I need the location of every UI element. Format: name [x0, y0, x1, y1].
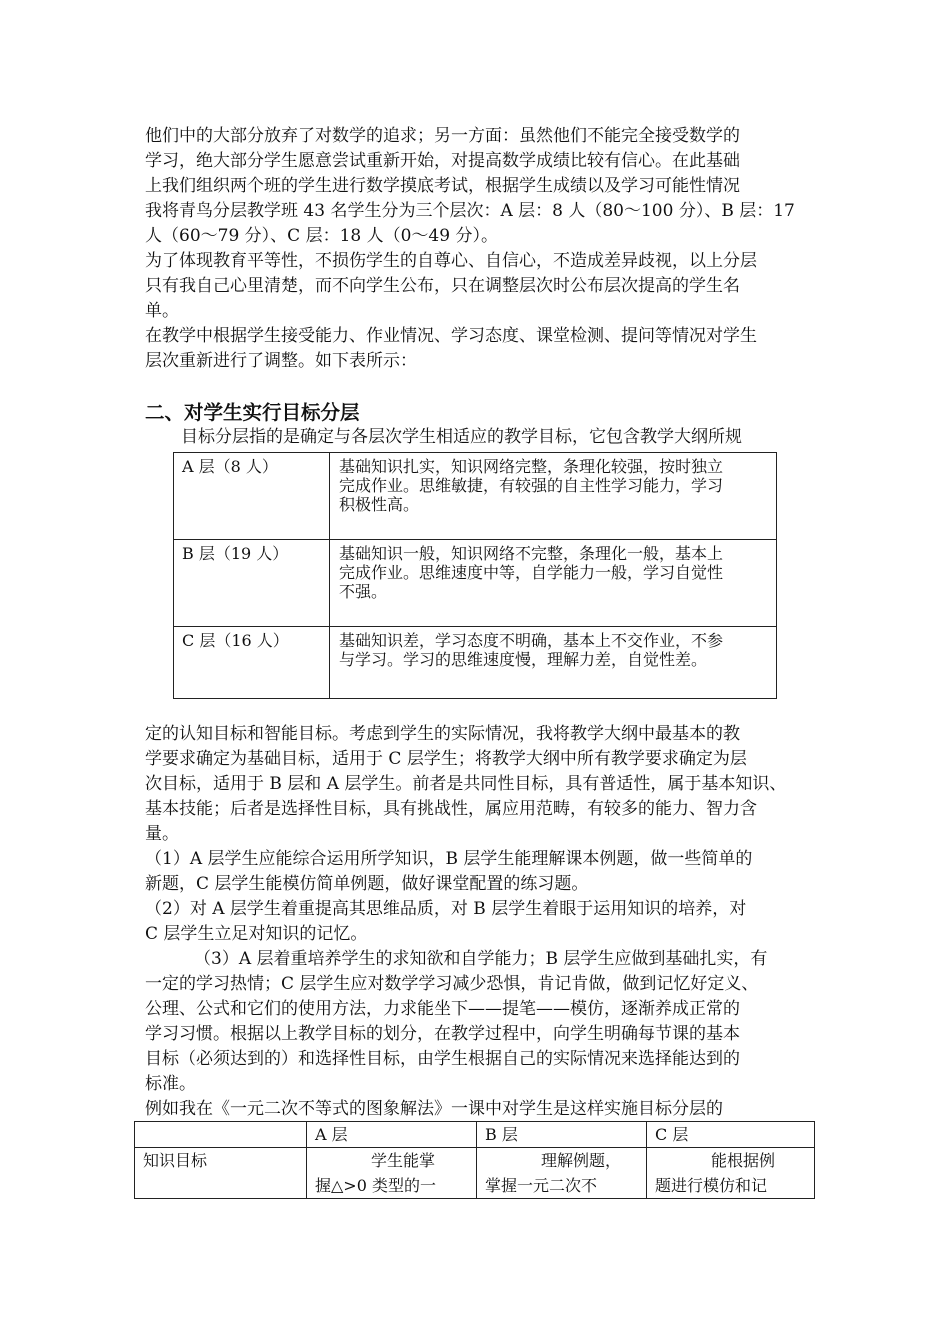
cell-text: 题进行模仿和记 [655, 1176, 768, 1195]
cell-text: 不强。 [339, 582, 388, 601]
paragraph-item-3 [145, 947, 810, 1097]
text-line: 公理、公式和它们的使用方法，力求能坐下——提笔——模仿，逐渐养成正常的 [145, 999, 740, 1019]
text-line: 例如我在《一元二次不等式的图象解法》一课中对学生是这样实施目标分层的 [145, 1099, 723, 1119]
cell-text: 理解例题， [541, 1151, 622, 1170]
description-cell [330, 540, 777, 627]
text-line: 标准。 [145, 1074, 196, 1094]
cell-text: 能根据例 [711, 1151, 776, 1170]
cell-text: 学生能掌 [371, 1151, 436, 1170]
text-line: 为了体现教育平等性，不损伤学生的自尊心、自信心，不造成差异歧视，以上分层 [145, 251, 757, 271]
text-line: 学习，绝大部分学生愿意尝试重新开始，对提高数学成绩比较有信心。在此基础 [145, 151, 740, 171]
text-line: （2）对 A 层学生着重提高其思维品质，对 B 层学生着眼于运用知识的培养，对 [145, 899, 747, 919]
text-line: 量。 [145, 824, 179, 844]
text-line: 在教学中根据学生接受能力、作业情况、学习态度、课堂检测、提问等情况对学生 [145, 326, 757, 346]
goal-cell-c [647, 1148, 815, 1199]
description-cell [330, 453, 777, 540]
cell-text: 掌握一元二次不 [485, 1176, 598, 1195]
text-line: C 层学生立足对知识的记忆。 [145, 924, 368, 944]
section-heading: 二、对学生实行目标分层 [145, 401, 360, 424]
header-cell-empty [135, 1122, 307, 1148]
cell-text: 与学习。学习的思维速度慢，理解力差，自觉性差。 [339, 650, 708, 669]
row-label-cell: 知识目标 [135, 1148, 307, 1199]
text-line: 学习习惯。根据以上教学目标的划分，在教学过程中，向学生明确每节课的基本 [145, 1024, 740, 1044]
text-line: 目标（必须达到的）和选择性目标，由学生根据自己的实际情况来选择能达到的 [145, 1049, 740, 1069]
text-line: 只有我自己心里清楚，而不向学生公布，只在调整层次时公布层次提高的学生名 [145, 276, 740, 296]
cell-text: 积极性高。 [339, 495, 420, 514]
table-row [174, 540, 777, 627]
student-level-table [173, 452, 777, 699]
text-line: 他们中的大部分放弃了对数学的追求；另一方面：虽然他们不能完全接受数学的 [145, 126, 740, 146]
paragraph-item-2 [145, 897, 825, 947]
cell-text: 完成作业。思维敏捷，有较强的自主性学习能力，学习 [339, 476, 724, 495]
text-line: 单。 [145, 301, 179, 321]
paragraph-goals [145, 722, 810, 847]
cell-text: 完成作业。思维速度中等，自学能力一般，学习自觉性 [339, 563, 724, 582]
table-row [174, 453, 777, 540]
description-cell [330, 627, 777, 699]
heading-subtext [181, 425, 821, 450]
table-row [135, 1148, 815, 1199]
text-line: 新题，C 层学生能模仿简单例题，做好课堂配置的练习题。 [145, 874, 589, 894]
text-line: 人（60～79 分）、C 层：18 人（0～49 分）。 [145, 226, 498, 246]
header-cell-c: C 层 [647, 1122, 815, 1148]
text-line: 定的认知目标和智能目标。考虑到学生的实际情况，我将教学大纲中最基本的教 [145, 724, 740, 744]
paragraph-intro [145, 124, 810, 249]
header-cell-a: A 层 [307, 1122, 477, 1148]
text-line: 一定的学习热情；C 层学生应对数学学习减少恐惧，肯记肯做，做到记忆好定义、 [145, 974, 759, 994]
text-line: 目标分层指的是确定与各层次学生相适应的教学目标，它包含教学大纲所规 [181, 427, 742, 447]
text-line: （3）A 层着重培养学生的求知欲和自学能力；B 层学生应做到基础扎实，有 [194, 949, 768, 969]
goal-cell-a [307, 1148, 477, 1199]
cell-text: 基础知识差，学习态度不明确，基本上不交作业，不参 [339, 631, 724, 650]
text-line: 次目标，适用于 B 层和 A 层学生。前者是共同性目标，具有普适性，属于基本知识、 [145, 774, 787, 794]
lesson-goal-table [134, 1121, 815, 1199]
paragraph-example [145, 1097, 810, 1122]
cell-text: 基础知识一般，知识网络不完整，条理化一般，基本上 [339, 544, 724, 563]
table-header-row [135, 1122, 815, 1148]
level-cell: C 层（16 人） [174, 627, 330, 699]
cell-text: 基础知识扎实，知识网络完整，条理化较强，按时独立 [339, 457, 724, 476]
paragraph-adjustment [145, 324, 810, 374]
table-row [174, 627, 777, 699]
text-line: 基本技能；后者是选择性目标，具有挑战性，属应用范畴，有较多的能力、智力含 [145, 799, 757, 819]
goal-cell-b [477, 1148, 647, 1199]
header-cell-b: B 层 [477, 1122, 647, 1148]
paragraph-equality [145, 249, 810, 324]
text-line: 层次重新进行了调整。如下表所示： [145, 351, 417, 371]
text-line: 学要求确定为基础目标，适用于 C 层学生；将教学大纲中所有教学要求确定为层 [145, 749, 747, 769]
level-cell: B 层（19 人） [174, 540, 330, 627]
cell-text: 握△>0 类型的一 [315, 1176, 436, 1195]
text-line: （1）A 层学生应能综合运用所学知识，B 层学生能理解课本例题，做一些简单的 [145, 849, 753, 869]
paragraph-item-1 [145, 847, 825, 897]
text-line: 上我们组织两个班的学生进行数学摸底考试，根据学生成绩以及学习可能性情况 [145, 176, 740, 196]
text-line: 我将青鸟分层教学班 43 名学生分为三个层次：A 层：8 人（80～100 分）、B 层：17 [145, 201, 795, 221]
level-cell: A 层（8 人） [174, 453, 330, 540]
